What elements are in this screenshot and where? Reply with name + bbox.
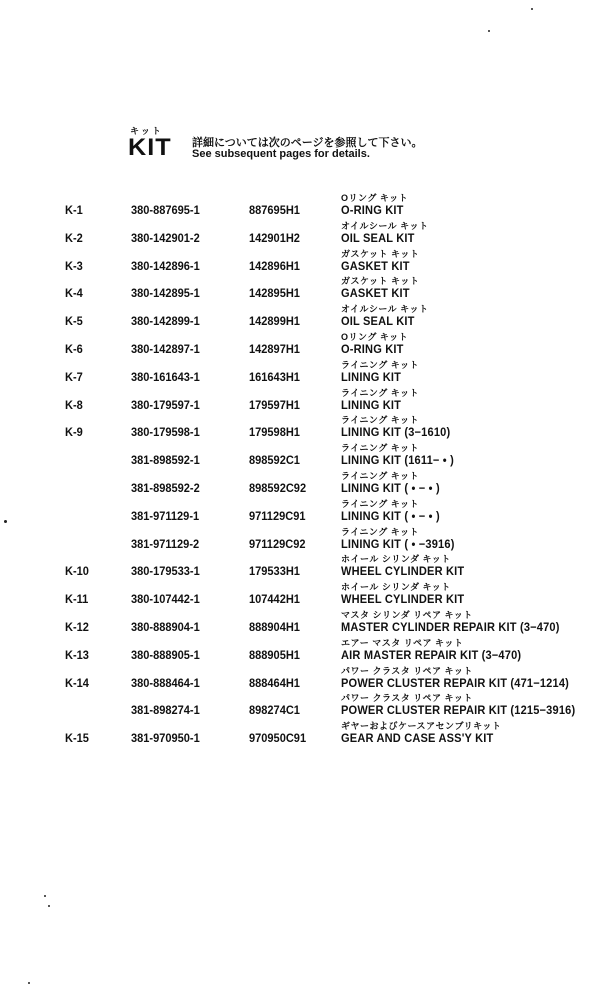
kit-name-jp: ライニング キット — [341, 498, 420, 509]
alt-part-number: 970950C91 — [249, 731, 307, 746]
part-number: 381-971129-1 — [131, 508, 200, 523]
kit-name-jp: ホイール シリンダ キット — [341, 582, 451, 593]
kit-name: LINING KIT ( • − • ) — [341, 480, 440, 495]
kit-key: K-10 — [65, 564, 89, 579]
kit-key: K-14 — [65, 675, 89, 690]
kit-name: OIL SEAL KIT — [341, 230, 415, 245]
table-row — [0, 578, 609, 606]
scan-speck — [48, 905, 50, 907]
kit-name-jp: ライニング キット — [341, 470, 420, 481]
table-row — [0, 189, 609, 217]
scan-speck — [4, 520, 7, 523]
part-number: 381-970950-1 — [131, 731, 200, 746]
kit-name-jp: マスタ シリンダ リペア キット — [341, 609, 473, 620]
part-number: 380-142897-1 — [131, 341, 200, 356]
kit-name: LINING KIT (1611− • ) — [341, 453, 454, 468]
kit-ruby: キット — [130, 126, 163, 136]
kit-name-jp: エアー マスタ リペア キット — [341, 637, 464, 648]
kit-name: GASKET KIT — [341, 258, 410, 273]
part-number: 381-898274-1 — [131, 703, 200, 718]
kit-key: K-7 — [65, 369, 83, 384]
kit-name: AIR MASTER REPAIR KIT (3−470) — [341, 647, 522, 662]
part-number: 380-161643-1 — [131, 369, 200, 384]
kit-name-jp: ライニング キット — [341, 387, 420, 398]
kit-name: OIL SEAL KIT — [341, 314, 415, 329]
table-row — [0, 606, 609, 634]
kit-name-jp: ガスケット キット — [341, 248, 420, 259]
kit-name: GEAR AND CASE ASS'Y KIT — [341, 731, 494, 746]
table-row — [0, 217, 609, 245]
alt-part-number: 888904H1 — [249, 619, 300, 634]
table-row — [0, 272, 609, 300]
alt-part-number: 142901H2 — [249, 230, 300, 245]
alt-part-number: 142897H1 — [249, 341, 300, 356]
part-number: 380-887695-1 — [131, 203, 200, 217]
kit-name: WHEEL CYLINDER KIT — [341, 592, 465, 607]
kit-name-jp: Oリング キット — [341, 331, 409, 342]
kit-name: POWER CLUSTER REPAIR KIT (1215−3916) — [341, 703, 576, 718]
kit-name-jp: パワー クラスタ リペア キット — [341, 665, 473, 676]
table-row — [0, 689, 609, 717]
table-row — [0, 328, 609, 356]
kit-key: K-5 — [65, 314, 83, 329]
table-row — [0, 523, 609, 551]
alt-part-number: 179533H1 — [249, 564, 300, 579]
kit-name: POWER CLUSTER REPAIR KIT (471−1214) — [341, 675, 570, 690]
table-row — [0, 717, 609, 745]
kit-name-jp: ガスケット キット — [341, 276, 420, 287]
kit-key: K-6 — [65, 341, 83, 356]
table-row — [0, 300, 609, 328]
kit-key: K-3 — [65, 258, 83, 273]
scan-speck — [44, 895, 46, 897]
kit-name-jp: パワー クラスタ リペア キット — [341, 693, 473, 704]
kit-key: K-2 — [65, 230, 83, 245]
kit-name-jp: Oリング キット — [341, 193, 409, 203]
kit-name-jp: ホイール シリンダ キット — [341, 554, 451, 565]
alt-part-number: 107442H1 — [249, 592, 300, 607]
kit-name: LINING KIT — [341, 369, 402, 384]
part-number: 380-179533-1 — [131, 564, 200, 579]
part-number: 380-888904-1 — [131, 619, 200, 634]
table-row — [0, 356, 609, 384]
part-number: 380-107442-1 — [131, 592, 200, 607]
part-number: 381-971129-2 — [131, 536, 200, 551]
part-number: 380-142896-1 — [131, 258, 200, 273]
kit-name: O-RING KIT — [341, 203, 404, 217]
table-row — [0, 384, 609, 412]
scan-speck — [488, 30, 490, 32]
note-english: See subsequent pages for details. — [192, 148, 370, 160]
scan-speck — [28, 982, 30, 984]
kit-name-jp: オイルシール キット — [341, 220, 429, 231]
kit-name: GASKET KIT — [341, 286, 410, 301]
kit-name-jp: オイルシール キット — [341, 304, 429, 315]
part-number: 380-142899-1 — [131, 314, 200, 329]
kit-name: LINING KIT — [341, 397, 402, 412]
alt-part-number: 142899H1 — [249, 314, 300, 329]
alt-part-number: 971129C91 — [249, 508, 306, 523]
part-number: 381-898592-2 — [131, 480, 200, 495]
table-row — [0, 495, 609, 523]
kit-key: K-4 — [65, 286, 83, 301]
alt-part-number: 142896H1 — [249, 258, 300, 273]
kit-name-jp: ライニング キット — [341, 526, 420, 537]
table-row — [0, 467, 609, 495]
kit-table — [0, 189, 609, 745]
kit-name: LINING KIT ( • −3916) — [341, 536, 455, 551]
kit-name: MASTER CYLINDER REPAIR KIT (3−470) — [341, 619, 560, 634]
kit-name: LINING KIT (3−1610) — [341, 425, 451, 440]
table-row — [0, 662, 609, 690]
alt-part-number: 161643H1 — [249, 369, 300, 384]
part-number: 380-179598-1 — [131, 425, 200, 440]
kit-name-jp: ライニング キット — [341, 443, 420, 454]
alt-part-number: 971129C92 — [249, 536, 306, 551]
note-japanese: 詳細については次のページを参照して下さい。 — [192, 137, 423, 149]
part-number: 380-142895-1 — [131, 286, 200, 301]
page-title: KIT — [128, 134, 172, 161]
kit-key: K-8 — [65, 397, 83, 412]
alt-part-number: 179597H1 — [249, 397, 300, 412]
kit-name-jp: ライニング キット — [341, 415, 420, 426]
part-number: 381-898592-1 — [131, 453, 200, 468]
part-number: 380-888464-1 — [131, 675, 200, 690]
kit-key: K-9 — [65, 425, 83, 440]
part-number: 380-888905-1 — [131, 647, 200, 662]
kit-key: K-1 — [65, 203, 83, 217]
alt-part-number: 888464H1 — [249, 675, 300, 690]
kit-name-jp: ライニング キット — [341, 359, 420, 370]
alt-part-number: 142895H1 — [249, 286, 300, 301]
kit-name: O-RING KIT — [341, 341, 404, 356]
alt-part-number: 179598H1 — [249, 425, 300, 440]
table-row — [0, 245, 609, 273]
kit-name-jp: ギヤーおよびケースアセンブリキット — [341, 721, 502, 732]
kit-key: K-15 — [65, 731, 89, 746]
kit-name: WHEEL CYLINDER KIT — [341, 564, 465, 579]
alt-part-number: 888905H1 — [249, 647, 300, 662]
part-number: 380-142901-2 — [131, 230, 200, 245]
kit-name: LINING KIT ( • − • ) — [341, 508, 440, 523]
alt-part-number: 898592C92 — [249, 480, 307, 495]
table-row — [0, 634, 609, 662]
scan-speck — [531, 8, 533, 10]
kit-key: K-12 — [65, 619, 89, 634]
table-row — [0, 550, 609, 578]
table-row — [0, 439, 609, 467]
part-number: 380-179597-1 — [131, 397, 200, 412]
kit-key: K-13 — [65, 647, 89, 662]
table-row — [0, 411, 609, 439]
alt-part-number: 887695H1 — [249, 203, 300, 217]
alt-part-number: 898592C1 — [249, 453, 300, 468]
kit-key: K-11 — [65, 592, 89, 607]
alt-part-number: 898274C1 — [249, 703, 300, 718]
